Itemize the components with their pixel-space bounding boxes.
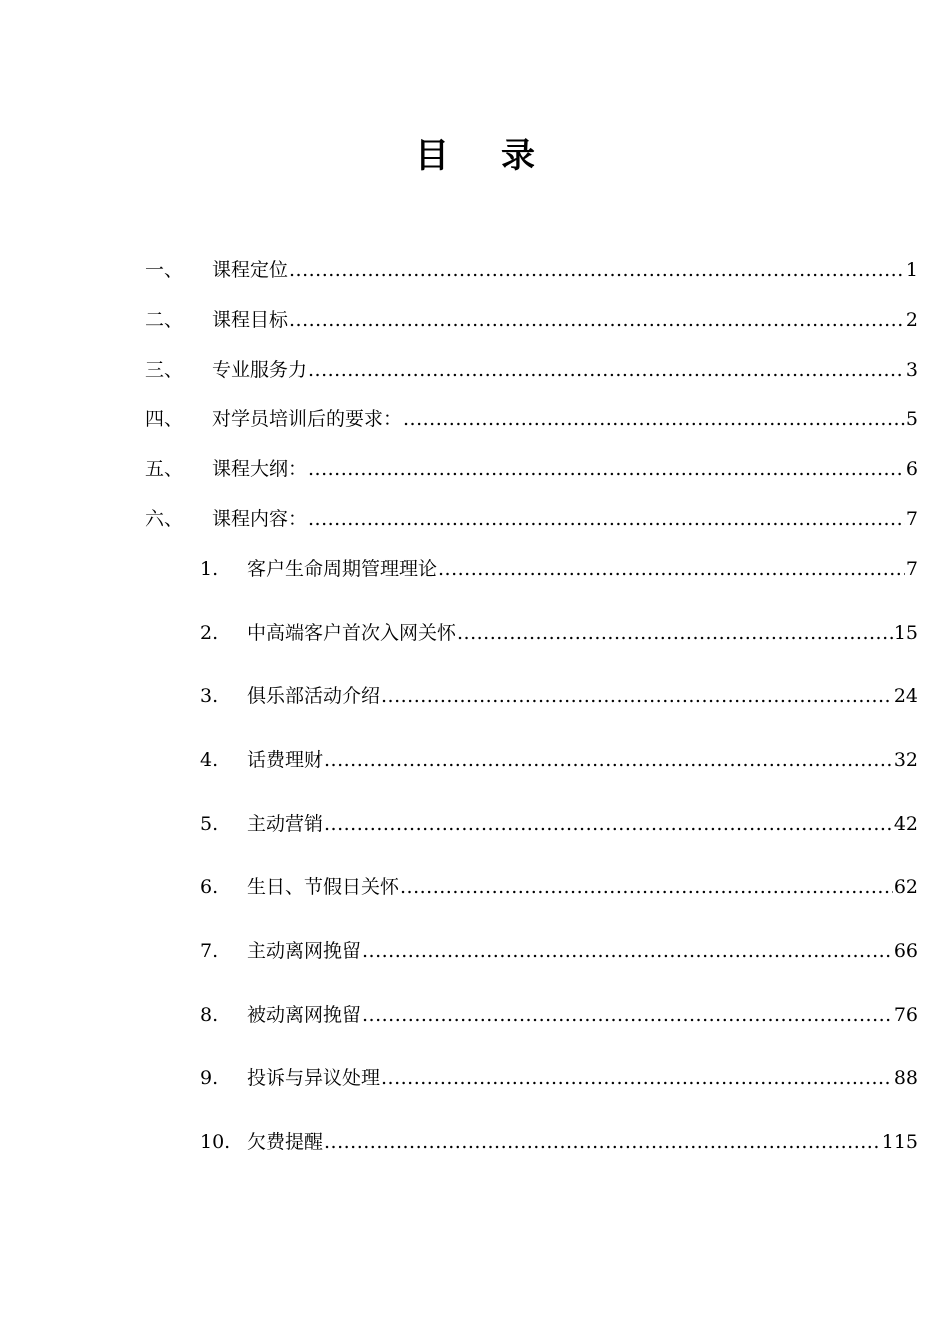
- toc-subentry-number: 9.: [200, 1067, 219, 1089]
- title-char-2: 录: [501, 136, 535, 176]
- toc-leader-dots: [308, 456, 905, 482]
- toc-entry-number: 三、: [145, 359, 184, 381]
- toc-subentry[interactable]: [200, 556, 918, 582]
- toc-subentry-page: 7: [905, 558, 918, 580]
- toc-subentry-number: 2.: [200, 622, 219, 644]
- toc-subentry-page: 88: [893, 1067, 918, 1089]
- toc-entry[interactable]: [145, 456, 918, 482]
- toc-leader-dots: [324, 1129, 881, 1155]
- toc-subentry-title: 投诉与异议处理: [247, 1067, 381, 1089]
- toc-leader-dots: [457, 620, 893, 646]
- toc-leader-dots: [289, 307, 905, 333]
- toc-subentry-number: 3.: [200, 685, 219, 707]
- toc-entry[interactable]: [145, 307, 918, 333]
- toc-subentry[interactable]: [200, 683, 918, 709]
- toc-subentry[interactable]: [200, 811, 918, 837]
- toc-entry-title: 课程定位: [212, 259, 289, 281]
- toc-leader-dots: [289, 257, 905, 283]
- toc-leader-dots: [362, 938, 893, 964]
- toc-entry-page: 6: [905, 458, 918, 480]
- toc-entry-number: 六、: [145, 508, 184, 530]
- toc-leader-dots: [438, 556, 905, 582]
- toc-subentry[interactable]: [200, 1002, 918, 1028]
- toc-subentry-page: 62: [893, 876, 918, 898]
- toc-subentry-page: 24: [893, 685, 918, 707]
- toc-entry-page: 5: [905, 408, 918, 430]
- toc-entry-page: 7: [905, 508, 918, 530]
- toc-subentry-page: 42: [893, 813, 918, 835]
- toc-subentry[interactable]: [200, 1065, 918, 1091]
- toc-entry[interactable]: [145, 257, 918, 283]
- toc-subentry-page: 76: [893, 1004, 918, 1026]
- page-title: [0, 128, 950, 177]
- toc-subentry-page: 32: [893, 749, 918, 771]
- toc-subentry-title: 主动营销: [247, 813, 324, 835]
- toc-leader-dots: [308, 357, 905, 383]
- toc-leader-dots: [381, 1065, 893, 1091]
- toc-subentry[interactable]: [200, 620, 918, 646]
- title-char-1: 目: [415, 136, 449, 176]
- toc-subentry-title: 客户生命周期管理理论: [247, 558, 438, 580]
- toc-subentry-page: 15: [893, 622, 918, 644]
- toc-entry-number: 一、: [145, 259, 184, 281]
- toc-entry-page: 3: [905, 359, 918, 381]
- toc-subentry-number: 4.: [200, 749, 219, 771]
- toc-subentry-number: 1.: [200, 558, 219, 580]
- toc-entry-title: 课程目标: [212, 309, 289, 331]
- toc-entry[interactable]: [145, 406, 918, 432]
- toc-leader-dots: [362, 1002, 893, 1028]
- toc-subentry-title: 被动离网挽留: [247, 1004, 362, 1026]
- toc-subentry-title: 欠费提醒: [247, 1131, 324, 1153]
- toc-entry-number: 四、: [145, 408, 184, 430]
- toc-subentry-number: 7.: [200, 940, 219, 962]
- toc-leader-dots: [400, 874, 893, 900]
- toc-subentry-page: 66: [893, 940, 918, 962]
- toc-subentry-title: 主动离网挽留: [247, 940, 362, 962]
- toc-leader-dots: [324, 747, 893, 773]
- toc-subentry-number: 6.: [200, 876, 219, 898]
- toc-entry-title: 课程大纲：: [212, 458, 308, 480]
- toc-subentry-title: 话费理财: [247, 749, 324, 771]
- toc-entry-title: 对学员培训后的要求：: [212, 408, 403, 430]
- toc-subentry[interactable]: [200, 874, 918, 900]
- toc-entry-page: 2: [905, 309, 918, 331]
- toc-entry[interactable]: [145, 506, 918, 532]
- toc-leader-dots: [381, 683, 893, 709]
- toc-subentry-number: 5.: [200, 813, 219, 835]
- toc-subentry-title: 生日、节假日关怀: [247, 876, 400, 898]
- toc-subentry[interactable]: [200, 1129, 918, 1155]
- toc-subentry-page: 115: [881, 1131, 918, 1153]
- toc-leader-dots: [403, 406, 905, 432]
- toc-entry-title: 课程内容：: [212, 508, 308, 530]
- toc-subentry-title: 中高端客户首次入网关怀: [247, 622, 457, 644]
- toc-entry-title: 专业服务力: [212, 359, 308, 381]
- toc-leader-dots: [308, 506, 905, 532]
- toc-subentry-number: 8.: [200, 1004, 219, 1026]
- toc-entry-page: 1: [905, 259, 918, 281]
- toc-leader-dots: [324, 811, 893, 837]
- toc-subentry[interactable]: [200, 747, 918, 773]
- toc-entry[interactable]: [145, 357, 918, 383]
- toc-entry-number: 五、: [145, 458, 184, 480]
- toc-subentry-title: 俱乐部活动介绍: [247, 685, 381, 707]
- toc-subentry[interactable]: [200, 938, 918, 964]
- toc-entry-number: 二、: [145, 309, 184, 331]
- toc-subentry-number: 10.: [200, 1131, 231, 1153]
